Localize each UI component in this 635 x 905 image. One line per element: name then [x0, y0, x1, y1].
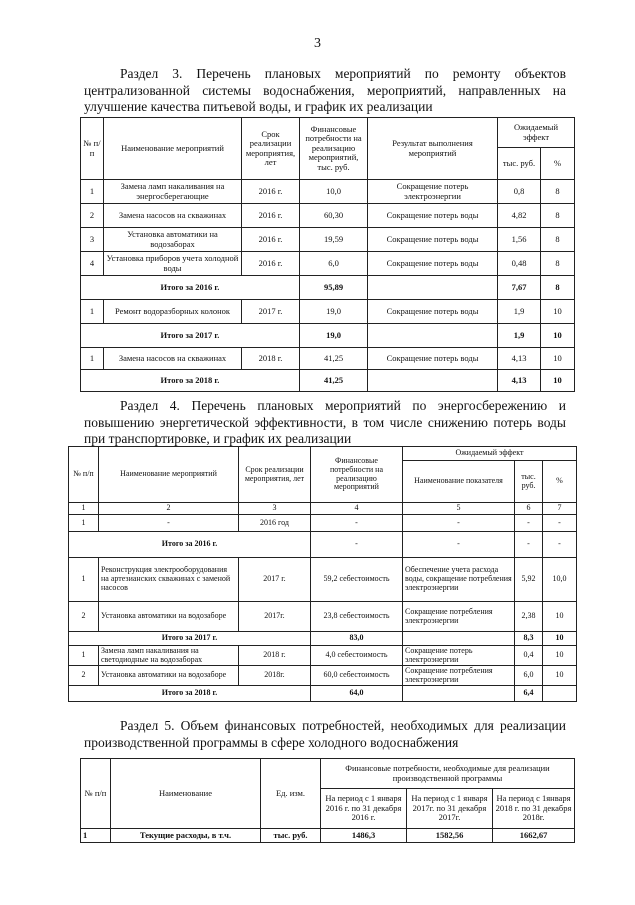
- cell: 1486,3: [321, 829, 407, 843]
- cell: 10: [543, 602, 577, 632]
- section-5-title: Раздел 5. Объем финансовых потребностей, необходимых для реализации производственной программы в сфере холодного водоснабжения: [84, 718, 566, 750]
- cell: 2018 г.: [242, 348, 300, 370]
- cell: 0,4: [515, 646, 543, 666]
- cell: Обеспечение учета расхода воды, сокращение потребления электроэнергии: [403, 558, 515, 602]
- total-label: Итого за 2017 г.: [69, 632, 311, 646]
- cell: Сокращение потерь электроэнергии: [368, 180, 498, 204]
- table-row: [69, 515, 577, 532]
- col-pct-header: %: [543, 461, 577, 503]
- table-row: [81, 300, 575, 324]
- col-term-header: Срок реализации мероприятия, лет: [242, 118, 300, 180]
- cell: 3: [239, 503, 311, 515]
- cell: Замена ламп накаливания на светодиодные на водозаборах: [99, 646, 239, 666]
- cell: 4,0 себестоимость: [311, 646, 403, 666]
- col-finance-header: Финансовые потребности на реализацию мероприятий, тыс. руб.: [300, 118, 368, 180]
- cell: 10: [541, 370, 575, 392]
- cell: 1,9: [498, 300, 541, 324]
- column-numbers-row: [69, 503, 577, 515]
- cell: 4,82: [498, 204, 541, 228]
- cell: Сокращение потерь воды: [368, 204, 498, 228]
- col-indicator-header: Наименование показателя: [403, 461, 515, 503]
- cell: 6,4: [515, 686, 543, 702]
- table-row: [81, 180, 575, 204]
- cell: 10: [543, 666, 577, 686]
- col-rub-header: тыс. руб.: [515, 461, 543, 503]
- cell: 2018г.: [239, 666, 311, 686]
- cell: 8: [541, 204, 575, 228]
- cell: 8: [541, 276, 575, 300]
- cell: Текущие расходы, в т.ч.: [111, 829, 261, 843]
- cell: 1: [69, 515, 99, 532]
- col-finance-header: Финансовые потребности на реализацию мероприятий: [311, 447, 403, 503]
- total-label: Итого за 2018 г.: [69, 686, 311, 702]
- total-row: [69, 632, 577, 646]
- table-row: [69, 558, 577, 602]
- cell: 7: [543, 503, 577, 515]
- cell: -: [515, 515, 543, 532]
- col-rub-header: тыс. руб.: [498, 148, 541, 180]
- col-group-header: Финансовые потребности, необходимые для реализации производственной программы: [321, 759, 575, 789]
- total-row: [81, 370, 575, 392]
- total-label: Итого за 2016 г.: [81, 276, 300, 300]
- cell: 19,59: [300, 228, 368, 252]
- table-row: [81, 252, 575, 276]
- section-3-table: [80, 117, 575, 392]
- table-row: [81, 348, 575, 370]
- total-row: [81, 324, 575, 348]
- table-row: [69, 666, 577, 686]
- col-unit-header: Ед. изм.: [261, 759, 321, 829]
- cell: 8: [541, 180, 575, 204]
- cell: 6: [515, 503, 543, 515]
- cell: 1582,56: [407, 829, 493, 843]
- cell: 7,67: [498, 276, 541, 300]
- table-row: [69, 602, 577, 632]
- col-name-header: Наименование мероприятий: [99, 447, 239, 503]
- table-row: [81, 228, 575, 252]
- col-pct-header: %: [541, 148, 575, 180]
- section-3-title: Раздел 3. Перечень плановых мероприятий по ремонту объектов централизованной системы водоснабжения, мероприятий, направленных на улучшение качества питьевой воды, и график их реализации: [84, 66, 566, 114]
- total-row: [81, 276, 575, 300]
- table-row: [81, 204, 575, 228]
- cell: 10: [541, 300, 575, 324]
- cell: [368, 324, 498, 348]
- total-row: [69, 532, 577, 558]
- section-5-table: [80, 758, 575, 843]
- cell: 2018 г.: [239, 646, 311, 666]
- cell: 2016 г.: [242, 252, 300, 276]
- col-name-header: Наименование мероприятий: [104, 118, 242, 180]
- cell: 95,89: [300, 276, 368, 300]
- col-result-header: Результат выполнения мероприятий: [368, 118, 498, 180]
- cell: 2017 г.: [242, 300, 300, 324]
- cell: 2: [69, 666, 99, 686]
- col-num-header: № п/п: [69, 447, 99, 503]
- cell: 64,0: [311, 686, 403, 702]
- col-effect-header: Ожидаемый эффект: [498, 118, 575, 148]
- cell: 1: [81, 300, 104, 324]
- cell: Установка автоматики на водозаборе: [99, 666, 239, 686]
- col-name-header: Наименование: [111, 759, 261, 829]
- cell: Ремонт водоразборных колонок: [104, 300, 242, 324]
- cell: 4: [311, 503, 403, 515]
- cell: Установка автоматики на водозаборе: [99, 602, 239, 632]
- cell: -: [543, 515, 577, 532]
- cell: 60,30: [300, 204, 368, 228]
- col-effect-header: Ожидаемый эффект: [403, 447, 577, 461]
- col-period-2018-header: На период с 1января 2018 г. по 31 декабря 2018г.: [493, 789, 575, 829]
- cell: 1662,67: [493, 829, 575, 843]
- cell: 19,0: [300, 300, 368, 324]
- cell: 2017г.: [239, 602, 311, 632]
- cell: 1: [69, 558, 99, 602]
- cell: 3: [81, 228, 104, 252]
- cell: 2: [81, 204, 104, 228]
- cell: Замена насосов на скважинах: [104, 348, 242, 370]
- cell: 41,25: [300, 370, 368, 392]
- cell: 5,92: [515, 558, 543, 602]
- cell: 2016 г.: [242, 228, 300, 252]
- cell: 2: [99, 503, 239, 515]
- cell: 59,2 себестоимость: [311, 558, 403, 602]
- cell: 6,0: [515, 666, 543, 686]
- cell: Установка автоматики на водозаборах: [104, 228, 242, 252]
- col-num-header: № п/п: [81, 759, 111, 829]
- cell: 4,13: [498, 348, 541, 370]
- col-period-2017-header: На период с 1 января 2017г. по 31 декабря 2017г.: [407, 789, 493, 829]
- cell: 10: [543, 646, 577, 666]
- cell: Реконструкция электрооборудования на артезианских скважинах с заменой насосов: [99, 558, 239, 602]
- page-number: 3: [314, 36, 321, 51]
- total-label: Итого за 2017 г.: [81, 324, 300, 348]
- cell: 2016 г.: [242, 180, 300, 204]
- cell: -: [311, 532, 403, 558]
- cell: 1,56: [498, 228, 541, 252]
- cell: 0,48: [498, 252, 541, 276]
- cell: [368, 276, 498, 300]
- cell: 1: [81, 348, 104, 370]
- cell: Сокращение потерь воды: [368, 252, 498, 276]
- cell: 2016 г.: [242, 204, 300, 228]
- cell: 10,0: [300, 180, 368, 204]
- cell: 5: [403, 503, 515, 515]
- cell: 8: [541, 252, 575, 276]
- cell: 2: [69, 602, 99, 632]
- cell: 23,8 себестоимость: [311, 602, 403, 632]
- cell: -: [543, 532, 577, 558]
- cell: Сокращение потерь воды: [368, 300, 498, 324]
- cell: 41,25: [300, 348, 368, 370]
- cell: 60,0 себестоимость: [311, 666, 403, 686]
- cell: Замена ламп накаливания на энергосберегающие: [104, 180, 242, 204]
- cell: 10: [541, 348, 575, 370]
- cell: -: [403, 515, 515, 532]
- cell: Замена насосов на скважинах: [104, 204, 242, 228]
- cell: [368, 370, 498, 392]
- cell: 2,38: [515, 602, 543, 632]
- cell: Сокращение потерь воды: [368, 348, 498, 370]
- cell: 10: [541, 324, 575, 348]
- cell: -: [403, 532, 515, 558]
- cell: 10: [543, 632, 577, 646]
- cell: -: [311, 515, 403, 532]
- cell: 8,3: [515, 632, 543, 646]
- cell: 4,13: [498, 370, 541, 392]
- cell: [403, 686, 515, 702]
- cell: -: [515, 532, 543, 558]
- cell: 6,0: [300, 252, 368, 276]
- cell: 2016 год: [239, 515, 311, 532]
- cell: 83,0: [311, 632, 403, 646]
- cell: Сокращение потерь воды: [368, 228, 498, 252]
- total-label: Итого за 2018 г.: [81, 370, 300, 392]
- col-term-header: Срок реализации мероприятия, лет: [239, 447, 311, 503]
- cell: 2017 г.: [239, 558, 311, 602]
- cell: 1: [69, 646, 99, 666]
- section-4-table: [68, 446, 577, 702]
- section-4-title: Раздел 4. Перечень плановых мероприятий по энергосбережению и повышению энергетической эффективности, в том числе снижению потерь воды при транспортировке, и график их реализации: [84, 398, 566, 446]
- cell: тыс. руб.: [261, 829, 321, 843]
- cell: 8: [541, 228, 575, 252]
- cell: 1: [81, 829, 111, 843]
- cell: 0,8: [498, 180, 541, 204]
- cell: Сокращение потребления электроэнергии: [403, 666, 515, 686]
- cell: [403, 632, 515, 646]
- cell: [543, 686, 577, 702]
- col-num-header: № п/п: [81, 118, 104, 180]
- cell: Установка приборов учета холодной воды: [104, 252, 242, 276]
- cell: 1: [81, 180, 104, 204]
- cell: Сокращение потребления электроэнергии: [403, 602, 515, 632]
- table-row: [81, 829, 575, 843]
- cell: 4: [81, 252, 104, 276]
- cell: -: [99, 515, 239, 532]
- total-row: [69, 686, 577, 702]
- col-period-2016-header: На период с 1 января 2016 г. по 31 декабря 2016 г.: [321, 789, 407, 829]
- cell: 1,9: [498, 324, 541, 348]
- cell: Сокращение потерь электроэнергии: [403, 646, 515, 666]
- cell: 10,0: [543, 558, 577, 602]
- table-row: [69, 646, 577, 666]
- cell: 19,0: [300, 324, 368, 348]
- cell: 1: [69, 503, 99, 515]
- total-label: Итого за 2016 г.: [69, 532, 311, 558]
